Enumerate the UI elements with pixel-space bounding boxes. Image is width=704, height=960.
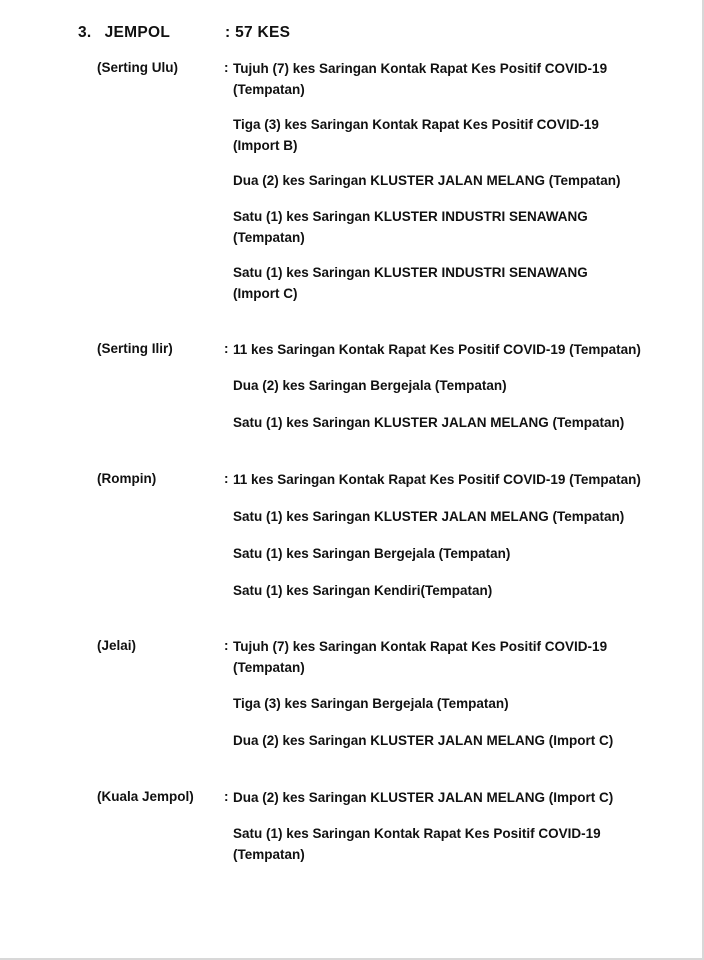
case-entry: Tiga (3) kes Saringan Bergejala (Tempatan) [233,696,509,711]
location-label: (Jelai) [97,638,137,653]
location-colon: : [224,789,229,804]
case-entry: Dua (2) kes Saringan KLUSTER JALAN MELANG (Tempatan) [233,173,621,188]
case-entry: Tujuh (7) kes Saringan Kontak Rapat Kes Positif COVID-19 (Tempatan) [233,639,608,675]
section-number: 3. [78,24,92,41]
case-entry: Dua (2) kes Saringan KLUSTER JALAN MELANG (Import C) [233,790,614,805]
case-entry: Tujuh (7) kes Saringan Kontak Rapat Kes Positif COVID-19 (Tempatan) [233,61,608,97]
case-entry: Satu (1) kes Saringan KLUSTER INDUSTRI SENAWANG (Import C) [233,265,588,301]
case-entry: Satu (1) kes Saringan Bergejala (Tempatan) [233,546,511,561]
location-label: (Kuala Jempol) [97,789,194,804]
district-total: : 57 KES [225,24,291,41]
location-label: (Serting Ulu) [97,60,178,75]
case-entry: Dua (2) kes Saringan KLUSTER JALAN MELANG (Import C) [233,733,614,748]
case-entry: Satu (1) kes Saringan Kontak Rapat Kes Positif COVID-19 (Tempatan) [233,826,601,862]
case-entry: 11 kes Saringan Kontak Rapat Kes Positif COVID-19 (Tempatan) [233,342,641,357]
district-heading [78,24,170,42]
case-entry: Satu (1) kes Saringan Kendiri(Tempatan) [233,583,493,598]
case-entry: Satu (1) kes Saringan KLUSTER INDUSTRI SENAWANG (Tempatan) [233,209,588,245]
district-name: JEMPOL [104,24,171,41]
case-entry: Tiga (3) kes Saringan Kontak Rapat Kes Positif COVID-19 (Import B) [233,117,599,153]
case-entry: 11 kes Saringan Kontak Rapat Kes Positif COVID-19 (Tempatan) [233,472,641,487]
location-colon: : [224,341,229,356]
location-label: (Rompin) [97,471,157,486]
case-entry: Satu (1) kes Saringan KLUSTER JALAN MELANG (Tempatan) [233,509,625,524]
case-entry: Satu (1) kes Saringan KLUSTER JALAN MELANG (Tempatan) [233,415,625,430]
location-label: (Serting Ilir) [97,341,173,356]
location-colon: : [224,471,229,486]
case-entry: Dua (2) kes Saringan Bergejala (Tempatan) [233,378,507,393]
location-colon: : [224,60,229,75]
location-colon: : [224,638,229,653]
